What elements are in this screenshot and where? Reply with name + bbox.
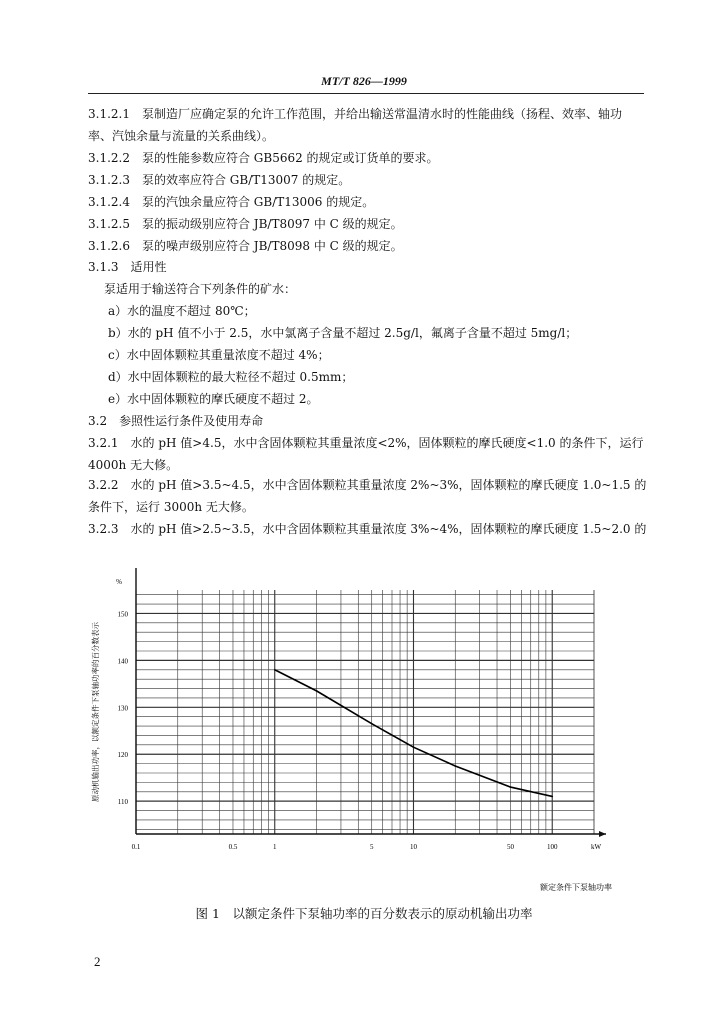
y-tick-label: 140 bbox=[117, 657, 128, 666]
y-unit-label: % bbox=[116, 578, 122, 586]
curve-point bbox=[274, 669, 276, 671]
x-tick-label: 50 bbox=[506, 843, 514, 851]
clause-3-1-2-4: 3.1.2.4 泵的汽蚀余量应符合 GB/T13006 的规定。 bbox=[88, 195, 375, 209]
x-tick-label: 10 bbox=[409, 843, 417, 851]
x-axis-arrow bbox=[599, 831, 606, 837]
header-rule bbox=[88, 93, 644, 94]
page-number: 2 bbox=[94, 954, 101, 969]
x-axis-label: 额定条件下泵轴功率 bbox=[540, 883, 612, 892]
y-tick-label: 110 bbox=[117, 798, 128, 807]
x-tick-label: 0.5 bbox=[228, 843, 238, 851]
condition-d: d）水中固体颗粒的最大粒径不超过 0.5mm； bbox=[108, 370, 354, 384]
clause-3-1-2-1: 3.1.2.1 泵制造厂应确定泵的允许工作范围，并给出输送常温清水时的性能曲线（扬程、效率、轴功 bbox=[88, 107, 622, 121]
clause-3-1-2-5: 3.1.2.5 泵的振动级别应符合 JB/T8097 中 C 级的规定。 bbox=[88, 217, 403, 231]
curve-point bbox=[371, 723, 373, 725]
x-tick-label: 100 bbox=[546, 843, 558, 851]
clause-3-2-2-cont: 条件下，运行 3000h 无大修。 bbox=[88, 500, 254, 514]
y-tick-label: 120 bbox=[117, 751, 128, 760]
x-unit-label: kW bbox=[590, 843, 602, 851]
condition-e: e）水中固体颗粒的摩氏硬度不超过 2。 bbox=[108, 392, 319, 406]
x-tick-label: 1 bbox=[272, 843, 277, 851]
y-tick-label: 150 bbox=[117, 610, 128, 619]
standard-number-header: MT/T 826—1999 bbox=[321, 74, 407, 88]
condition-a: a）水的温度不超过 80℃； bbox=[108, 304, 256, 318]
x-tick-label: 5 bbox=[369, 843, 374, 851]
curve-point bbox=[454, 765, 456, 767]
y-axis-label: 原动机输出功率，以额定条件下泵轴功率的百分数表示 bbox=[91, 622, 100, 802]
clause-3-1-2-1-cont: 率、汽蚀余量与流量的关系曲线）。 bbox=[88, 129, 275, 143]
clause-3-2-2: 3.2.2 水的 pH 值>3.5~4.5，水中含固体颗粒其重量浓度 2%~3%，固体颗粒的摩氏硬度 1.0~1.5 的 bbox=[88, 478, 647, 492]
x-tick-label: 0.1 bbox=[131, 843, 141, 851]
clause-3-2-heading: 3.2 参照性运行条件及使用寿命 bbox=[88, 414, 264, 428]
figure-1-chart bbox=[84, 560, 644, 900]
clause-3-2-1-cont: 4000h 无大修。 bbox=[88, 458, 179, 472]
y-tick-label: 130 bbox=[117, 704, 128, 713]
clause-3-1-2-2: 3.1.2.2 泵的性能参数应符合 GB5662 的规定或订货单的要求。 bbox=[88, 151, 439, 165]
clause-3-2-1: 3.2.1 水的 pH 值>4.5，水中含固体颗粒其重量浓度<2%，固体颗粒的摩氏硬度<1.0 的条件下，运行 bbox=[88, 436, 644, 450]
figure-caption: 图 1 以额定条件下泵轴功率的百分数表示的原动机输出功率 bbox=[195, 906, 533, 921]
curve-point bbox=[316, 690, 318, 692]
condition-c: c）水中固体颗粒其重量浓度不超过 4%； bbox=[108, 348, 330, 362]
clause-3-1-2-6: 3.1.2.6 泵的噪声级别应符合 JB/T8098 中 C 级的规定。 bbox=[88, 239, 403, 253]
condition-b: b）水的 pH 值不小于 2.5，水中氯离子含量不超过 2.5g/l，氟离子含量不超过 5mg/l； bbox=[108, 326, 578, 340]
applicability-intro: 泵适用于输送符合下列条件的矿水： bbox=[104, 282, 297, 296]
clause-3-1-2-3: 3.1.2.3 泵的效率应符合 GB/T13007 的规定。 bbox=[88, 173, 351, 187]
curve-point bbox=[551, 796, 553, 798]
curve-point bbox=[413, 746, 415, 748]
curve-point bbox=[510, 786, 512, 788]
clause-3-2-3: 3.2.3 水的 pH 值>2.5~3.5，水中含固体颗粒其重量浓度 3%~4%，固体颗粒的摩氏硬度 1.5~2.0 的 bbox=[88, 522, 647, 536]
clause-3-1-3-heading: 3.1.3 适用性 bbox=[88, 260, 167, 274]
